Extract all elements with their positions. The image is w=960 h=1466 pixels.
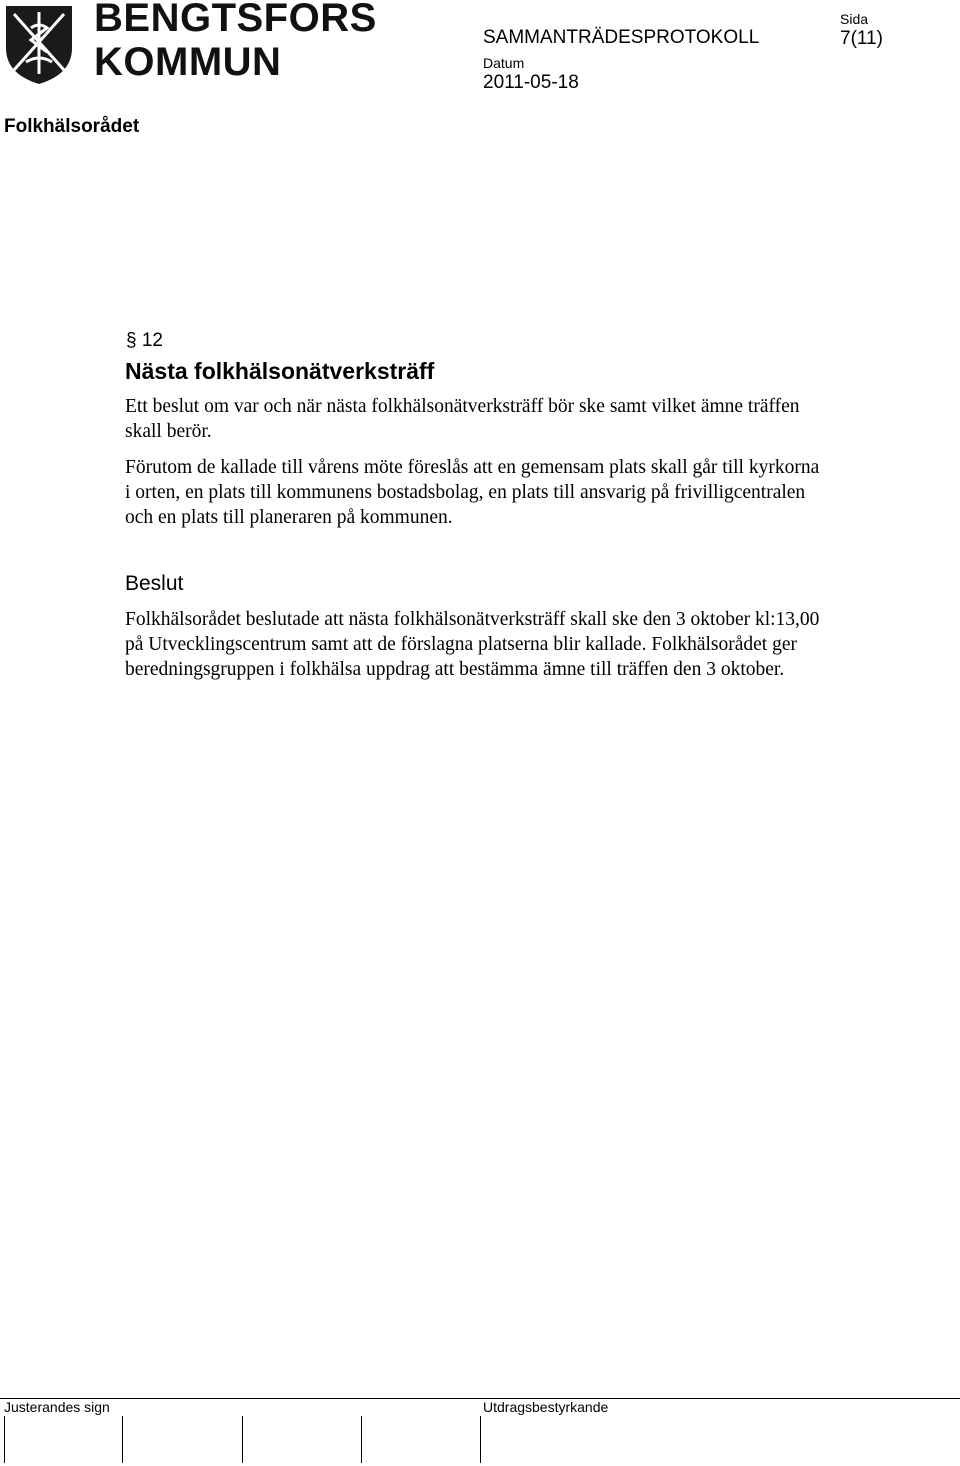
- signature-box-divider: [480, 1416, 481, 1463]
- paragraph-symbol: §: [126, 330, 137, 351]
- signature-box-divider: [242, 1416, 243, 1463]
- utdragsbestyrkande-label: Utdragsbestyrkande: [483, 1399, 609, 1415]
- date-value: 2011-05-18: [483, 72, 579, 93]
- committee-name: Folkhälsorådet: [4, 116, 140, 137]
- section-paragraph-1: Ett beslut om var och när nästa folkhälsonätverksträff bör ske samt vilket ämne träffen skall berör.: [125, 396, 800, 442]
- municipality-name: [94, 0, 377, 84]
- decision-text: Folkhälsorådet beslutade att nästa folkhälsonätverksträff skall ske den 3 oktober kl:13,00 på Utvecklingscentrum samt att de förslagna platserna blir kallade. Folkhälsorådet ger beredningsgruppen i folkhälsa uppdrag att bestämma ämne till träffen den 3 oktober.: [125, 609, 820, 680]
- justerandes-sign-label: Justerandes sign: [4, 1399, 110, 1415]
- footer-divider: [0, 1398, 960, 1399]
- municipality-name-line1: BENGTSFORS: [94, 0, 377, 40]
- signature-box-divider: [361, 1416, 362, 1463]
- section-title: Nästa folkhälsonätverksträff: [125, 358, 435, 384]
- municipality-name-line2: KOMMUN: [94, 40, 282, 84]
- page-number: 7(11): [840, 28, 883, 49]
- signature-box-divider: [4, 1416, 5, 1463]
- decision-heading: Beslut: [125, 572, 184, 595]
- section-paragraph-2: Förutom de kallade till vårens möte föreslås att en gemensam plats skall går till kyrkorna i orten, en plats till kommunens bostadsbolag, en plats till ansvarig på frivilligcentralen och en plats till planeraren på kommunen.: [125, 457, 820, 528]
- section-number: [126, 330, 163, 352]
- date-label: Datum: [483, 55, 525, 71]
- municipality-coat-of-arms: [4, 4, 74, 86]
- document-type: SAMMANTRÄDESPROTOKOLL: [483, 27, 760, 48]
- section-number-value: 12: [141, 330, 163, 351]
- page-label: Sida: [840, 11, 869, 27]
- signature-box-divider: [122, 1416, 123, 1463]
